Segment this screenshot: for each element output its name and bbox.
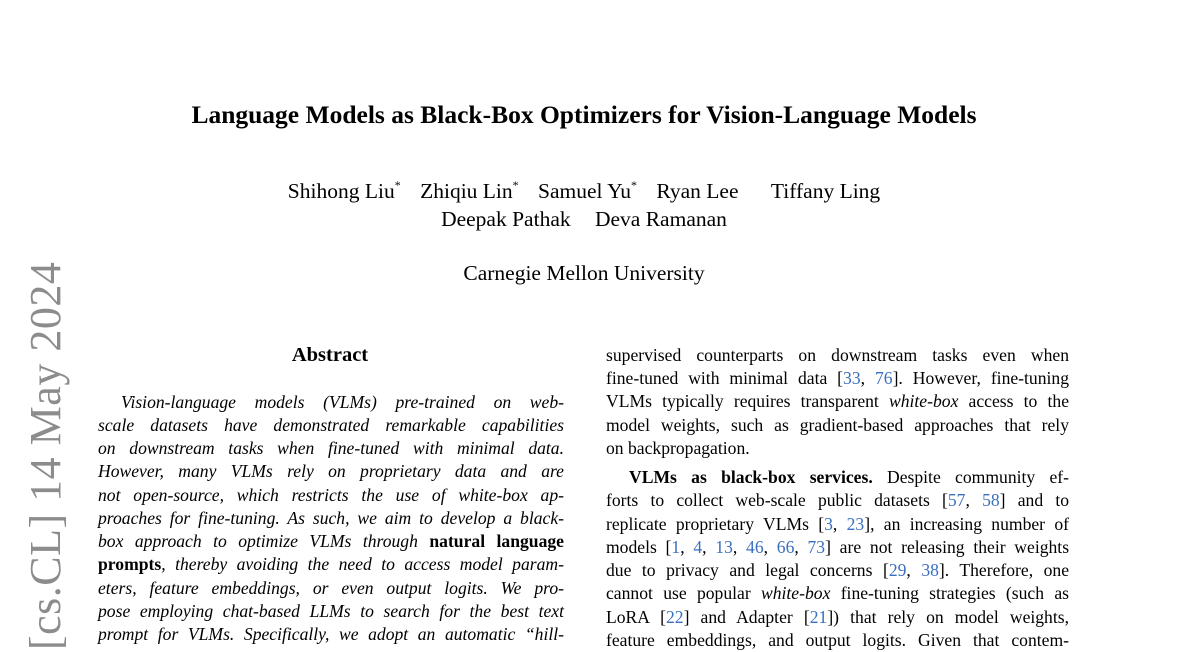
author-list: [0, 177, 1168, 205]
citation-link[interactable]: 22: [665, 607, 684, 627]
body-line: feature embeddings, and output logits. Given that contem-: [606, 630, 1069, 650]
body-line: on backpropagation.: [606, 438, 750, 458]
citation-link[interactable]: 21: [809, 607, 828, 627]
citation-link[interactable]: 33: [843, 368, 861, 388]
abstract-line: pose employing chat-based LLMs to search for the best text: [98, 601, 564, 621]
abstract-line: scale datasets have demonstrated remarkable capabilities: [98, 415, 564, 435]
citation-link[interactable]: 46: [746, 537, 764, 557]
body-line: due to privacy and legal concerns [29, 38]. Therefore, one: [606, 560, 1070, 580]
abstract-line: prompts, thereby avoiding the need to access model param-: [98, 554, 564, 574]
citation-link[interactable]: 73: [807, 537, 826, 557]
body-line: supervised counterparts on downstream tasks even when: [606, 345, 1069, 365]
paper-title: Language Models as Black-Box Optimizers for Vision-Language Models: [191, 100, 977, 129]
author-name: Shihong Liu*: [287, 178, 401, 203]
citation-link[interactable]: 23: [846, 514, 865, 534]
affiliation: Carnegie Mellon University: [463, 261, 705, 285]
body-line: VLMs as black-box services. Despite community ef-: [629, 467, 1069, 487]
citation-link[interactable]: 58: [982, 490, 1000, 510]
body-line: fine-tuned with minimal data [33, 76]. However, fine-tuning: [606, 368, 1070, 388]
body-line: forts to collect web-scale public datasets [57, 58] and to: [606, 490, 1070, 510]
citation-link[interactable]: 3: [824, 514, 833, 534]
abstract-line: Vision-language models (VLMs) pre-trained on web-: [121, 392, 564, 412]
author-name: Ryan Lee: [656, 179, 739, 203]
abstract-line: on downstream tasks when fine-tuned with minimal data.: [98, 438, 564, 458]
body-line: models [1, 4, 13, 46, 66, 73] are not releasing their weights: [606, 537, 1070, 557]
abstract-line: prompt for VLMs. Specifically, we adopt an automatic “hill-: [98, 624, 564, 644]
abstract-line: proaches for fine-tuning. As such, we aim to develop a black-: [98, 508, 564, 528]
body-line: model weights, such as gradient-based approaches that rely: [606, 415, 1069, 435]
body-line: replicate proprietary VLMs [3, 23], an increasing number of: [606, 514, 1069, 534]
citation-link[interactable]: 76: [874, 368, 893, 388]
abstract-line: However, many VLMs rely on proprietary data and are: [98, 461, 564, 481]
citation-link[interactable]: 1: [671, 537, 681, 557]
citation-link[interactable]: 38: [921, 560, 939, 580]
abstract-line: eters, feature embeddings, or even output logits. We pro-: [98, 578, 564, 598]
author-name: Zhiqiu Lin*: [420, 178, 519, 203]
body-line: cannot use popular white-box fine-tuning strategies (such as: [606, 583, 1069, 603]
author-name: Deva Ramanan: [594, 207, 727, 231]
abstract-line: box approach to optimize VLMs through natural language: [98, 531, 564, 551]
author-name: Deepak Pathak: [441, 207, 571, 231]
citation-link[interactable]: 13: [715, 537, 733, 557]
author-name: Tiffany Ling: [770, 179, 881, 203]
citation-link[interactable]: 29: [888, 560, 907, 580]
paragraph-heading: VLMs as black-box services.: [629, 467, 873, 487]
body-line: VLMs typically requires transparent white-box access to the: [606, 391, 1069, 411]
abstract-heading: Abstract: [291, 344, 369, 366]
citation-link[interactable]: 66: [776, 537, 795, 557]
citation-link[interactable]: 57: [947, 490, 966, 510]
abstract-line: not open-source, which restricts the use of white-box ap-: [98, 485, 564, 505]
arxiv-stamp: [cs.CL] 14 May 2024: [21, 261, 70, 650]
author-list: [0, 205, 1168, 233]
citation-link[interactable]: 4: [693, 537, 703, 557]
author-name: Samuel Yu*: [538, 178, 637, 203]
body-line: LoRA [22] and Adapter [21]) that rely on model weights,: [606, 607, 1069, 627]
